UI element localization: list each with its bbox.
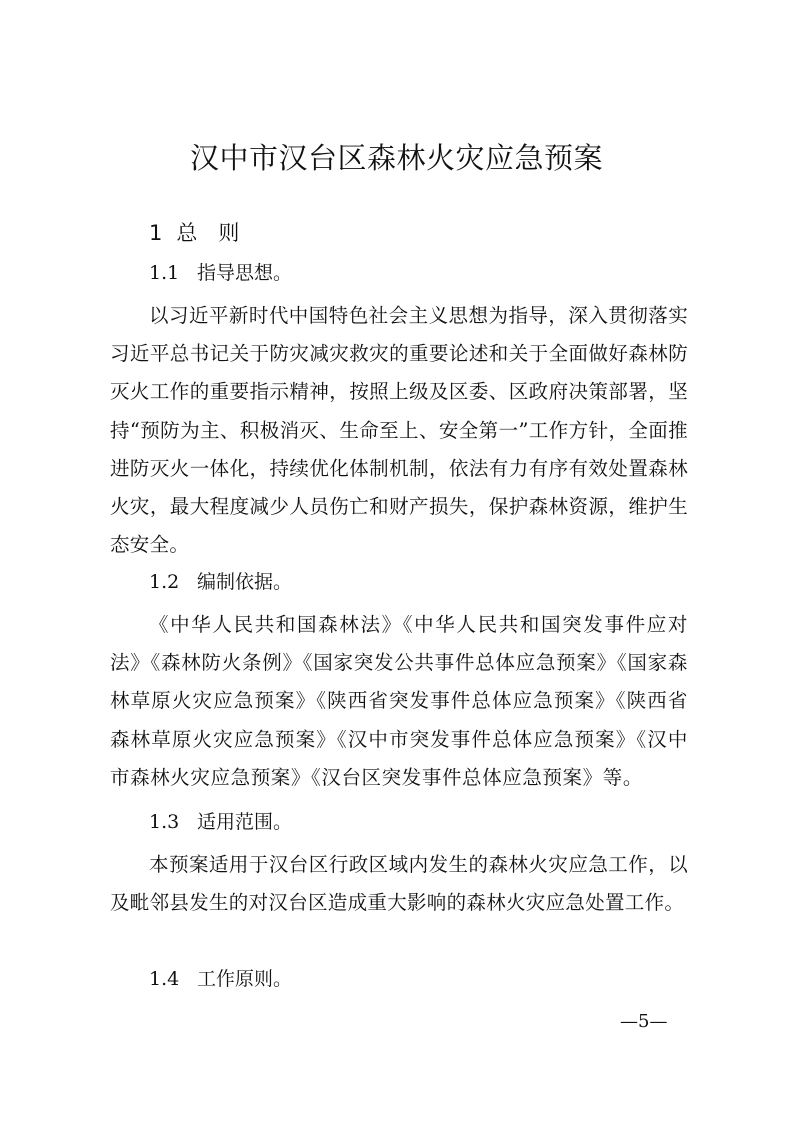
paragraph-guiding-ideology: 以习近平新时代中国特色社会主义思想为指导，深入贯彻落实习近平总书记关于防灾减灾救灾的重要论述和关于全面做好森林防灭火工作的重要指示精神，按照上级及区委、区政府决策部署，坚持“预防为主、积极消灭、生命至上、安全第一”工作方针，全面推进防灭火一体化，持续优化体制机制，依法有力有序有效处置森林火灾，最大程度减少人员伤亡和财产损失，保护森林资源，维护生态安全。 <box>110 304 688 557</box>
section-title: 工作原则。 <box>197 968 293 990</box>
section-title: 适用范围。 <box>197 811 293 833</box>
section-heading-1-4 <box>149 964 292 994</box>
chapter-heading <box>149 218 239 248</box>
section-heading-1-3 <box>149 807 292 837</box>
section-number: 1.1 <box>149 262 180 284</box>
chapter-number: 1 <box>149 221 163 245</box>
section-number: 1.2 <box>149 571 180 593</box>
page-title: 汉中市汉台区森林火灾应急预案 <box>189 141 603 175</box>
chapter-title: 总 则 <box>176 221 240 245</box>
section-title: 指导思想。 <box>197 262 293 284</box>
page-number: —5— <box>620 1011 668 1032</box>
section-number: 1.4 <box>149 968 180 990</box>
section-number: 1.3 <box>149 811 180 833</box>
section-heading-1-1 <box>149 258 292 288</box>
section-heading-1-2 <box>149 567 292 597</box>
paragraph-scope: 本预案适用于汉台区行政区域内发生的森林火灾应急工作，以及毗邻县发生的对汉台区造成重大影响的森林火灾应急处置工作。 <box>110 853 688 915</box>
section-title: 编制依据。 <box>197 571 293 593</box>
paragraph-legal-basis: 《中华人民共和国森林法》《中华人民共和国突发事件应对法》《森林防火条例》《国家突发公共事件总体应急预案》《国家森林草原火灾应急预案》《陕西省突发事件总体应急预案》《陕西省森林草原火灾应急预案》《汉中市突发事件总体应急预案》《汉中市森林火灾应急预案》《汉台区突发事件总体应急预案》等。 <box>110 613 688 789</box>
